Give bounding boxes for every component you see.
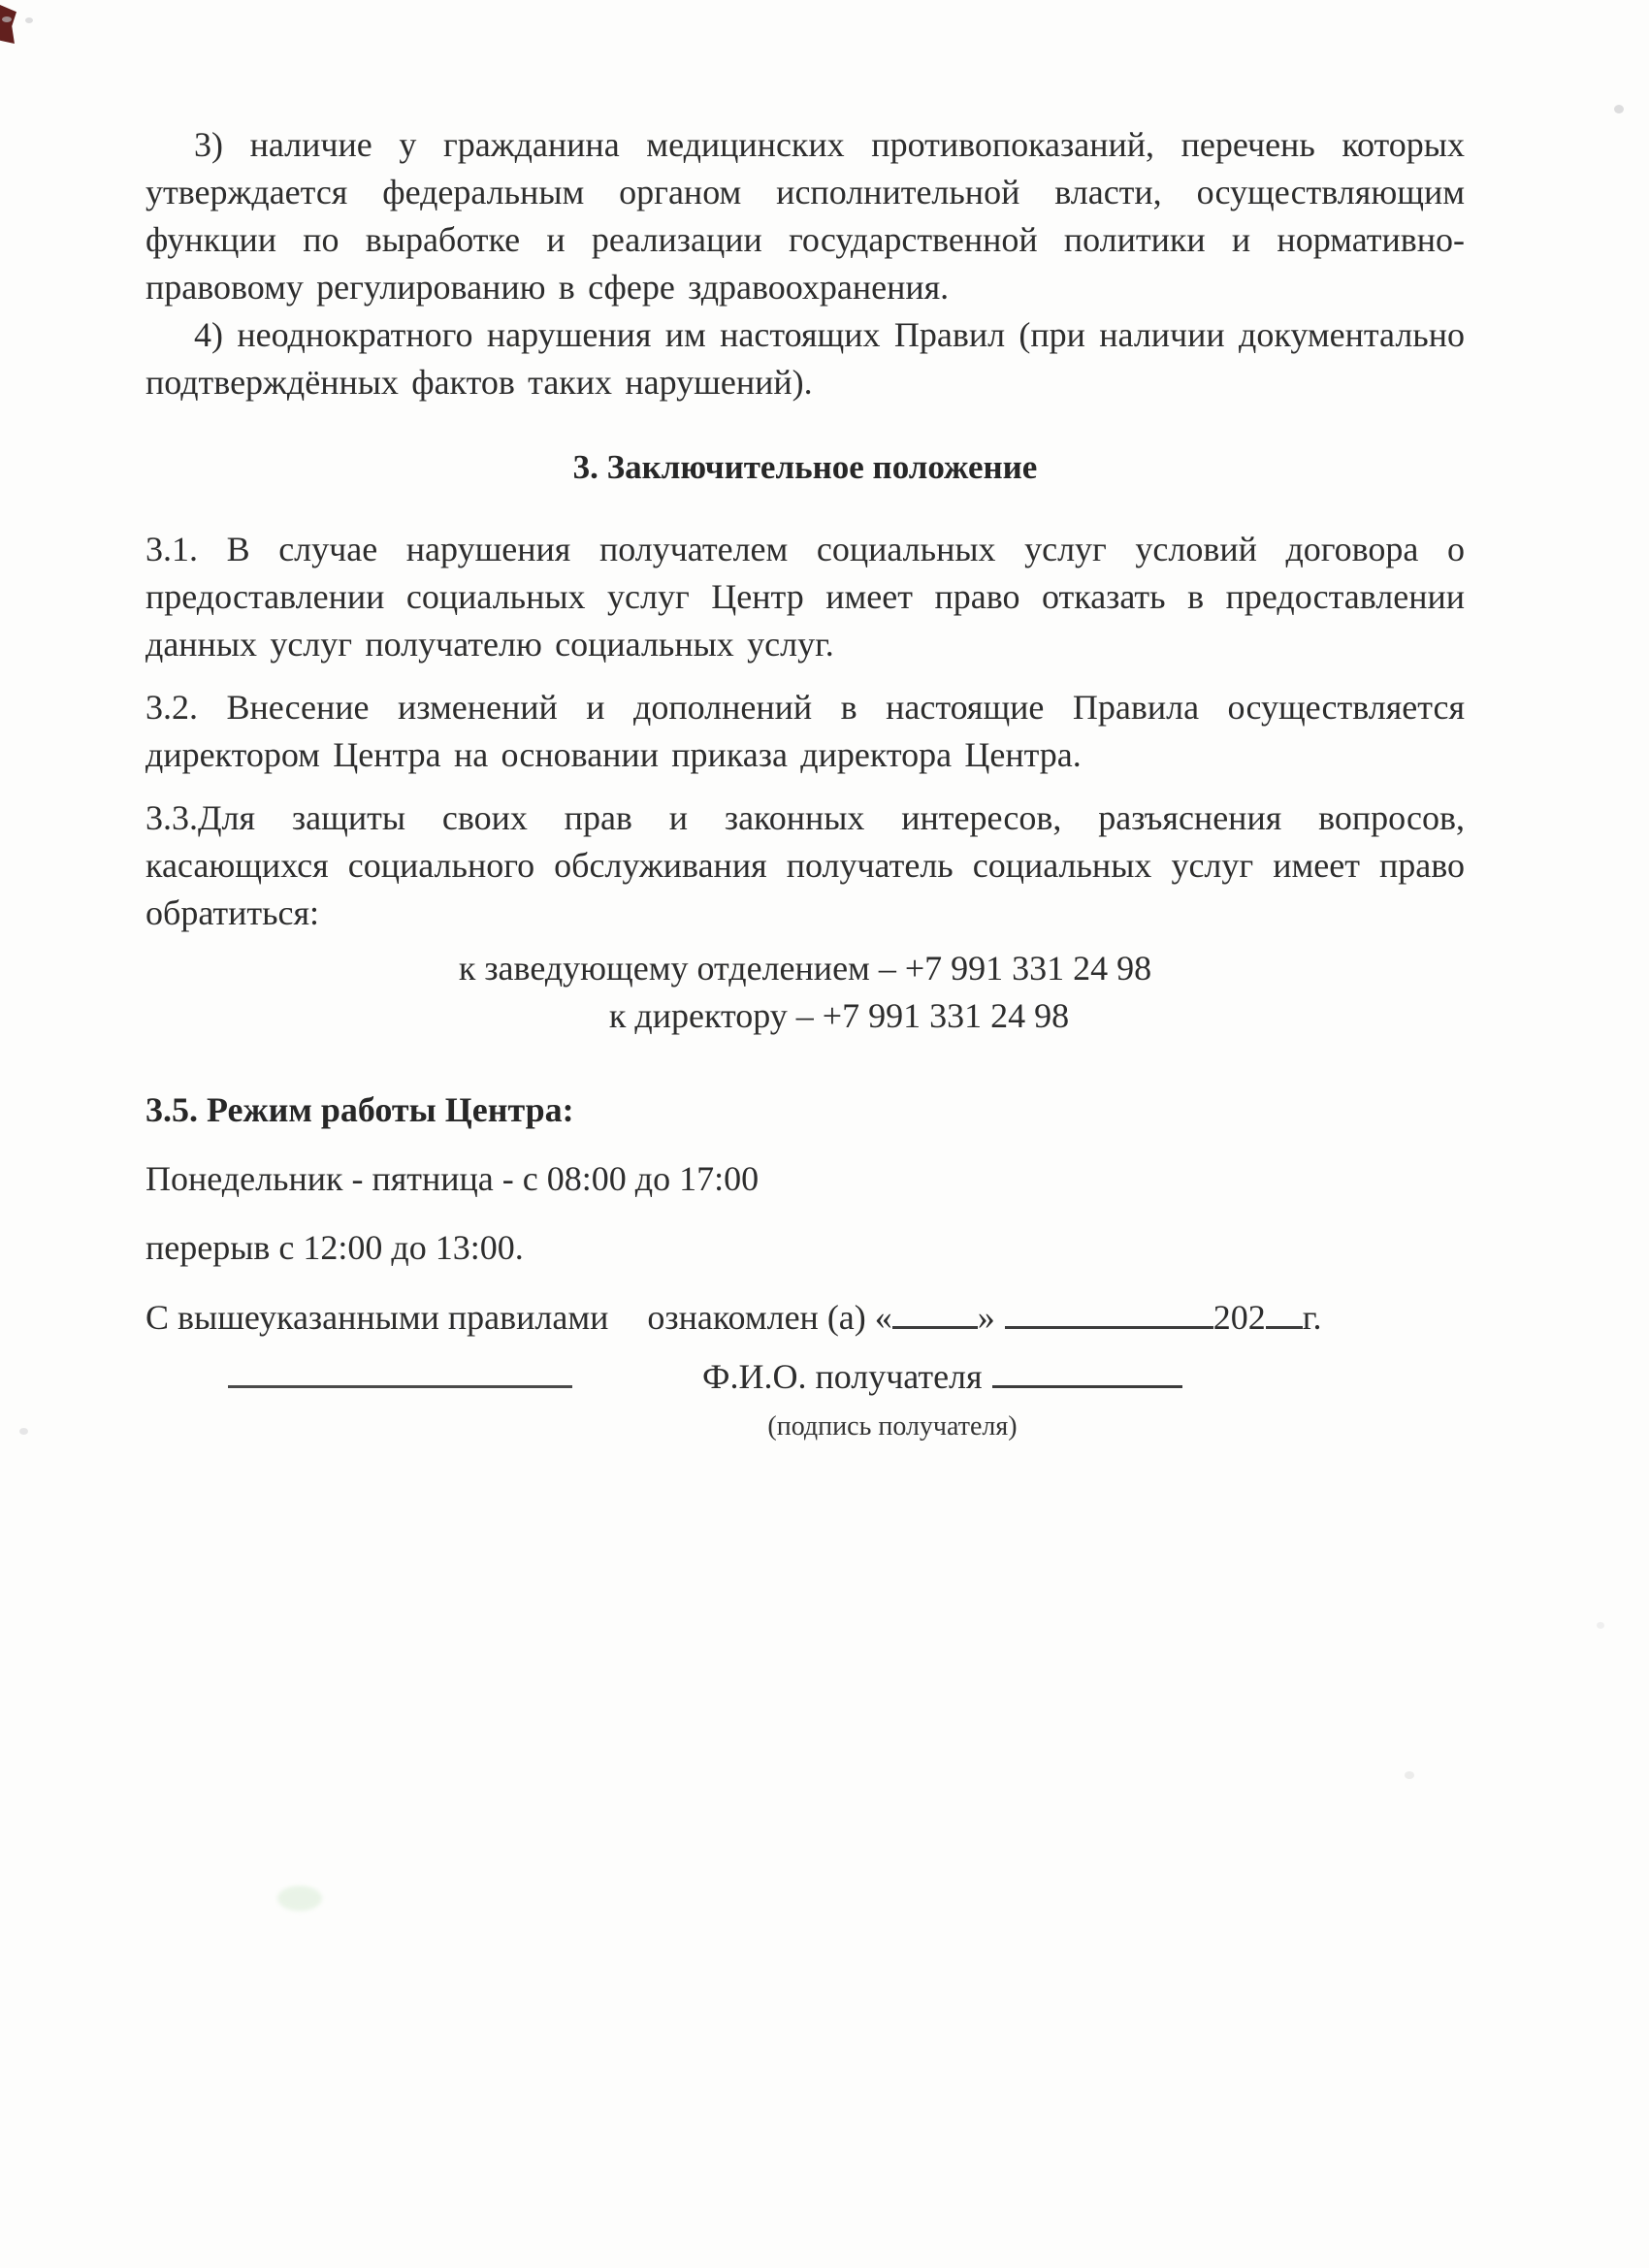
year-suffix: г. (1302, 1298, 1322, 1337)
document-body (146, 121, 1465, 1444)
clause-3-1-paragraph: 3.1. В случае нарушения получателем социальных услуг условий договора о предоставлении социальных услуг Центр имеет право отказать в предоставлении данных услуг получателю социальных услуг. (146, 530, 1465, 664)
signature-caption: (подпись получателя) (767, 1411, 1018, 1442)
scan-speck (19, 1428, 28, 1435)
day-blank-line (892, 1293, 978, 1329)
open-quote: « (874, 1298, 892, 1337)
contact-head-of-department-line: к заведующему отделением – +7 991 331 24 98 (458, 949, 1152, 988)
scan-speck (1597, 1622, 1604, 1629)
signature-blank-line (228, 1352, 572, 1388)
scan-corner-mark (0, 5, 16, 44)
section-heading: 3. Заключительное положение (572, 448, 1038, 486)
work-hours-line: Понедельник - пятница - с 08:00 до 17:00 (146, 1159, 760, 1198)
fio-label: Ф.И.О. получателя (702, 1357, 983, 1396)
clause-4-paragraph: 4) неоднократного нарушения им настоящих Правил (при наличии документально подтверждённых фактов таких нарушений). (146, 315, 1465, 402)
scan-speck (1405, 1771, 1414, 1779)
scan-speck (25, 17, 33, 23)
year-blank-line (1266, 1293, 1303, 1329)
contact-lines (146, 945, 1465, 1040)
scan-speck (2, 16, 12, 22)
month-blank-line (1005, 1293, 1213, 1329)
acknowledgment-middle: ознакомлен (а) (647, 1298, 866, 1337)
scan-speck (1614, 105, 1624, 113)
acknowledgment-line (146, 1293, 1465, 1342)
year-prefix: 202 (1212, 1298, 1266, 1337)
work-schedule-heading: 3.5. Режим работы Центра: (146, 1090, 574, 1129)
contact-director-line: к директору – +7 991 331 24 98 (608, 996, 1070, 1035)
scan-smudge (277, 1886, 322, 1911)
close-quote: » (977, 1298, 995, 1337)
fio-blank-line (992, 1352, 1182, 1388)
clause-3-3-paragraph: 3.3.Для защиты своих прав и законных интересов, разъяснения вопросов, касающихся социального обслуживания получатель социальных услуг имеет право обратиться: (146, 798, 1465, 932)
signature-row (146, 1351, 1465, 1402)
clause-3-paragraph: 3) наличие у гражданина медицинских противопоказаний, перечень которых утверждается федеральным органом исполнительной власти, осуществляющим функции по выработке и реализации государственной политики и нормативно-правовому регулированию в сфере здравоохранения. (146, 125, 1465, 307)
clause-3-2-paragraph: 3.2. Внесение изменений и дополнений в настоящие Правила осуществляется директором Центра на основании приказа директора Центра. (146, 688, 1465, 774)
acknowledgment-prefix: С вышеуказанными правилами (146, 1298, 609, 1337)
break-hours-line: перерыв с 12:00 до 13:00. (146, 1228, 524, 1267)
